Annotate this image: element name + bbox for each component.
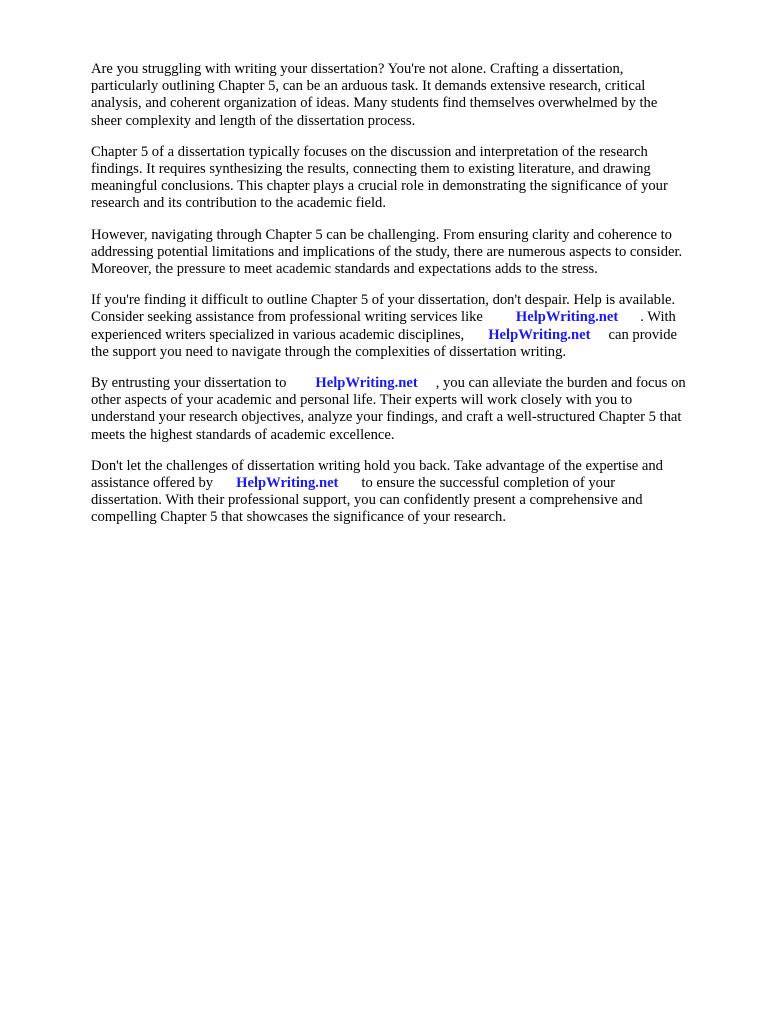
paragraph-entrusting bbox=[91, 375, 731, 444]
text-fragment: assistance offered by bbox=[91, 475, 214, 492]
paragraph-conclusion bbox=[91, 458, 731, 527]
text-line bbox=[91, 375, 731, 392]
text-line: sheer complexity and length of the dissertation process. bbox=[91, 112, 416, 129]
text-line bbox=[91, 475, 731, 492]
text-line: Are you struggling with writing your dissertation? You're not alone. Crafting a dissertation, bbox=[91, 61, 624, 77]
paragraph-intro bbox=[91, 61, 731, 130]
text-line: dissertation. With their professional support, you can confidently present a comprehensive and bbox=[91, 492, 643, 509]
text-line: addressing potential limitations and implications of the study, there are numerous aspects to consider. bbox=[91, 243, 683, 260]
helpwriting-link[interactable]: HelpWriting.net bbox=[488, 326, 591, 343]
text-line: findings. It requires synthesizing the results, connecting them to existing literature, and drawing bbox=[91, 161, 651, 178]
text-fragment: Consider seeking assistance from professional writing services like bbox=[91, 309, 483, 326]
helpwriting-link[interactable]: HelpWriting.net bbox=[236, 475, 339, 492]
text-line bbox=[91, 327, 731, 344]
text-line: meaningful conclusions. This chapter plays a crucial role in demonstrating the significance of your bbox=[91, 178, 668, 195]
paragraph-chapter5 bbox=[91, 144, 731, 213]
document-body bbox=[91, 61, 731, 541]
text-line: Don't let the challenges of dissertation writing hold you back. Take advantage of the expertise and bbox=[91, 457, 663, 474]
text-line: analysis, and coherent organization of ideas. Many students find themselves overwhelmed by the bbox=[91, 95, 658, 112]
text-line: understand your research objectives, analyze your findings, and craft a well-structured Chapter 5 that bbox=[91, 409, 682, 426]
text-line: If you're finding it difficult to outline Chapter 5 of your dissertation, don't despair. Help is available. bbox=[91, 292, 676, 309]
text-fragment: to ensure the successful completion of your bbox=[361, 475, 616, 492]
helpwriting-link[interactable]: HelpWriting.net bbox=[315, 375, 418, 392]
text-line: Chapter 5 of a dissertation typically focuses on the discussion and interpretation of the research bbox=[91, 143, 648, 160]
helpwriting-link[interactable]: HelpWriting.net bbox=[515, 309, 619, 326]
text-fragment: can provide bbox=[608, 326, 677, 343]
text-fragment: experienced writers specialized in various academic disciplines, bbox=[91, 326, 465, 343]
text-fragment: , you can alleviate the burden and focus on bbox=[435, 375, 686, 392]
text-line: research and its contribution to the academic field. bbox=[91, 195, 387, 212]
paragraph-help bbox=[91, 292, 731, 361]
text-fragment: . With bbox=[640, 309, 676, 326]
text-line: compelling Chapter 5 that showcases the significance of your research. bbox=[91, 509, 506, 526]
text-line: other aspects of your academic and personal life. Their experts will work closely with you to bbox=[91, 392, 633, 409]
text-fragment: By entrusting your dissertation to bbox=[91, 375, 287, 392]
text-line bbox=[91, 309, 731, 326]
paragraph-challenges bbox=[91, 227, 731, 279]
text-line: meets the highest standards of academic excellence. bbox=[91, 426, 395, 443]
text-line: Moreover, the pressure to meet academic standards and expectations adds to the stress. bbox=[91, 261, 598, 278]
text-line: particularly outlining Chapter 5, can be an arduous task. It demands extensive research, critical bbox=[91, 78, 646, 95]
text-line: However, navigating through Chapter 5 can be challenging. From ensuring clarity and coherence to bbox=[91, 226, 672, 243]
text-line: the support you need to navigate through the complexities of dissertation writing. bbox=[91, 343, 567, 360]
